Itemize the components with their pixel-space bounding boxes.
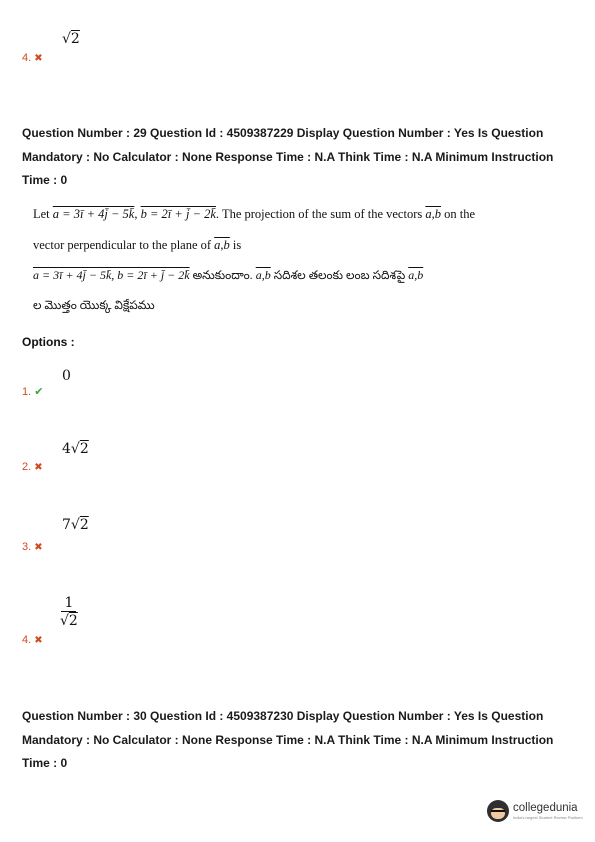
option-4-value: $\frac{1}{√2}$ bbox=[60, 595, 78, 629]
option-number: 3. bbox=[22, 541, 32, 553]
wrong-icon: ✖ bbox=[34, 542, 43, 553]
wrong-icon: ✖ bbox=[34, 635, 43, 646]
question-29-text-en-line1: Let a = 3ī + 4j̄ − 5k̄, b = 2ī + j̄ − 2k̄. The projection of the sum of the vectors a,b on the bbox=[33, 207, 476, 221]
question-29-text-en-line2: vector perpendicular to the plane of a,b is bbox=[33, 238, 242, 252]
mascot-icon bbox=[487, 800, 509, 822]
option-4[interactable] bbox=[22, 628, 43, 647]
question-29-text-te-line2: ల మొత్తం యొక్క విక్షేపము bbox=[33, 298, 155, 312]
option-2-value: 4√2 bbox=[62, 441, 89, 457]
collegedunia-logo bbox=[487, 800, 583, 822]
option-number: 1. bbox=[22, 386, 32, 398]
correct-check-icon: ✔ bbox=[34, 385, 44, 398]
prev-option-4-value: √2 bbox=[62, 31, 80, 47]
wrong-icon: ✖ bbox=[34, 53, 43, 64]
option-number: 2. bbox=[22, 461, 32, 473]
option-3-value: 7√2 bbox=[62, 517, 89, 533]
option-1-value: 0 bbox=[62, 368, 71, 384]
logo-tagline: India's largest Student Review Platform bbox=[513, 815, 583, 820]
question-29-meta: Question Number : 29 Question Id : 4509387229 Display Question Number : Yes Is Question Mandatory : No Calculator : None Response Time : N.A Think Time : N.A Minimum Instruction Time : 0 bbox=[22, 126, 554, 187]
options-label: Options : bbox=[22, 335, 75, 349]
question-29-text-te-line1: a = 3ī + 4j̄ − 5k̄, b = 2ī + j̄ − 2k̄ అనుకుందాం. a,b సదిశల తలంకు లంబ సదిశపై a,b bbox=[33, 268, 424, 282]
question-30-meta: Question Number : 30 Question Id : 4509387230 Display Question Number : Yes Is Question Mandatory : No Calculator : None Response Time : N.A Think Time : N.A Minimum Instruction Time : 0 bbox=[22, 709, 554, 770]
option-3[interactable] bbox=[22, 535, 43, 554]
option-number: 4. bbox=[22, 634, 32, 646]
logo-name: collegedunia bbox=[513, 802, 578, 814]
prev-option-4 bbox=[22, 46, 43, 65]
wrong-icon: ✖ bbox=[34, 462, 43, 473]
option-1[interactable] bbox=[22, 380, 43, 399]
option-number: 4. bbox=[22, 52, 32, 64]
option-2[interactable] bbox=[22, 455, 43, 474]
